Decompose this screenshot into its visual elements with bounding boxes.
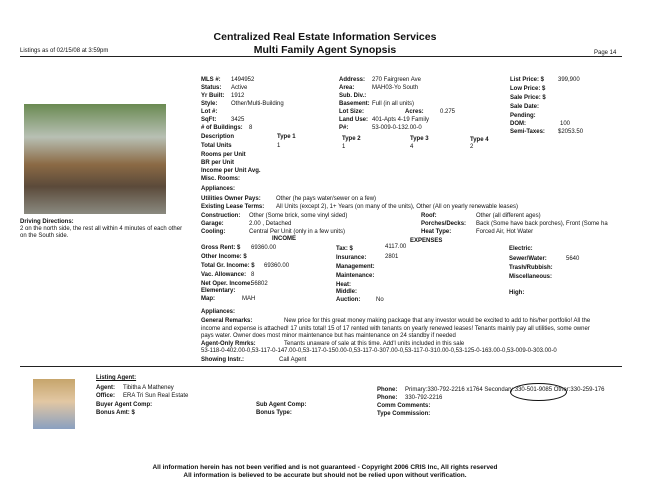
auction-value: No xyxy=(376,297,384,303)
sqft-value: 3425 xyxy=(231,117,245,123)
total-gross-income-value: 69360.00 xyxy=(264,263,290,269)
listing-agent-heading: Listing Agent: xyxy=(96,375,137,381)
heat-type-label: Heat Type: xyxy=(421,229,452,235)
income-per-unit-label: Income per Unit Avg. xyxy=(201,168,261,174)
units-description-label: Description xyxy=(201,134,235,140)
phone-2-label: Phone: xyxy=(377,395,398,401)
roof-value: Other (all different ages) xyxy=(476,213,541,219)
maintenance-label: Maintenance: xyxy=(336,273,375,279)
high-school-label: High: xyxy=(509,290,525,296)
dom-label: DOM: xyxy=(510,121,526,127)
parcel-label: P#: xyxy=(339,125,349,131)
map-value: MAH xyxy=(242,296,256,302)
miscellaneous-label: Miscellaneous: xyxy=(509,274,553,280)
total-gross-income-label: Total Gr. Income: $ xyxy=(201,263,255,269)
vac-allowance-label: Vac. Allowance: xyxy=(201,272,247,278)
acres-label: Acres: xyxy=(405,109,424,115)
showing-instr-value: Call Agent xyxy=(279,357,307,363)
land-use-label: Land Use: xyxy=(339,117,369,123)
electric-label: Electric: xyxy=(509,246,533,252)
agent-only-remarks-label: Agent-Only Rmrks: xyxy=(201,341,256,347)
unit-count-3: 4 xyxy=(410,144,414,150)
agent-label: Agent: xyxy=(96,385,115,391)
general-remarks-line-3: pays water. Owner does most minor maintenance but has maintenance on 24 standby if needed xyxy=(201,333,456,339)
sqft-label: SqFt: xyxy=(201,117,217,123)
sub-agent-comp-label: Sub Agent Comp: xyxy=(256,402,307,408)
buildings-value: 8 xyxy=(249,125,253,131)
middle-label: Middle: xyxy=(336,289,357,295)
agent-section-rule xyxy=(20,366,622,367)
construction-label: Construction: xyxy=(201,213,241,219)
net-oper-income-label: Net Oper. Income: xyxy=(201,281,253,287)
phone-2-value: 330-792-2216 xyxy=(405,395,443,401)
area-value: MAH03-Yo South xyxy=(372,85,419,91)
list-price-value: 399,900 xyxy=(558,77,580,83)
semi-taxes-label: Semi-Taxes: xyxy=(510,129,545,135)
auction-label: Auction: xyxy=(336,297,361,303)
sewer-water-label: Sewer/Water: xyxy=(509,256,547,262)
trash-label: Trash/Rubbish: xyxy=(509,265,553,271)
yr-built-value: 1912 xyxy=(231,93,245,99)
map-label: Map: xyxy=(201,296,215,302)
total-units-label: Total Units xyxy=(201,143,232,149)
footer-disclaimer-1: All information herein has not been verified and is not guaranteed - Copyright 2006 CRIS Inc, All rights reserved xyxy=(152,464,498,471)
porches-value: Back (Some have back porches), Front (Some ha xyxy=(476,221,608,227)
heat-type-value: Forced Air, Hot Water xyxy=(476,229,534,235)
general-remarks-label: General Remarks: xyxy=(201,318,253,324)
dom-value: 100 xyxy=(560,121,571,127)
basement-label: Basement: xyxy=(339,101,370,107)
acres-value: 0.275 xyxy=(440,109,456,115)
lease-terms-value: All Units (except 2), 1+ Years (on many of the units), Other (All on yearly renewable leases) xyxy=(276,204,518,210)
secondary-phone-circle xyxy=(510,383,567,401)
unit-type-2: Type 2 xyxy=(342,136,361,142)
other-income-label: Other Income: $ xyxy=(201,254,247,260)
agent-name: Tibitha A Matheney xyxy=(123,385,174,391)
roof-label: Roof: xyxy=(421,213,437,219)
mls-label: MLS #: xyxy=(201,77,221,83)
garage-value: 2.00 , Detached xyxy=(249,221,292,227)
gross-rent-label: Gross Rent: $ xyxy=(201,245,241,251)
address-label: Address: xyxy=(339,77,366,83)
driving-directions-text-1: 2 on the north side, the rest all within 4 minutes of each other xyxy=(20,226,183,232)
lot-size-label: Lot Size: xyxy=(339,109,364,115)
elementary-label: Elementary: xyxy=(201,288,236,294)
semi-taxes-value: $2053.50 xyxy=(558,129,584,135)
property-photo xyxy=(24,104,166,214)
address-value: 270 Fairgreen Ave xyxy=(372,77,421,83)
expenses-heading: EXPENSES xyxy=(410,238,443,244)
general-remarks-line-1: New price for this great money making package that any investor would be excited to add to his/her portfolio! All the xyxy=(284,318,591,324)
sale-date-label: Sale Date: xyxy=(510,104,540,110)
income-heading: INCOME xyxy=(272,236,296,242)
area-label: Area: xyxy=(339,85,355,91)
driving-directions-text-2: on the South side. xyxy=(20,233,69,239)
insurance-label: Insurance: xyxy=(336,255,367,261)
bonus-type-label: Bonus Type: xyxy=(256,410,292,416)
agent-only-remarks-line-2: 53-118-0-402.00-0,53-117-0-147.00-0,53-117-0-150.00-0,53-117-0-307.00-0,53-117-0-310.00-0,53-125-0-163.00-0,53-009-0-303.00-0 xyxy=(201,348,557,354)
appliances-label: Appliances: xyxy=(201,186,236,192)
buyer-agent-comp-label: Buyer Agent Comp: xyxy=(96,402,153,408)
report-subtitle: Multi Family Agent Synopsis xyxy=(253,44,397,56)
footer-disclaimer-2: All information is believed to be accurate but should not be relied upon without verification. xyxy=(183,472,467,479)
pending-label: Pending: xyxy=(510,113,536,119)
showing-instr-label: Showing Instr.: xyxy=(201,357,244,363)
unit-type-1: Type 1 xyxy=(277,134,296,140)
basement-value: Full (in all units) xyxy=(372,101,415,107)
list-price-label: List Price: $ xyxy=(510,77,545,83)
heat-label: Heat: xyxy=(336,282,352,288)
unit-count-2: 1 xyxy=(342,144,346,150)
sewer-water-value: 5640 xyxy=(566,256,580,262)
listings-as-of: Listings as of 02/15/08 at 3:59pm xyxy=(20,48,109,54)
misc-rooms-label: Misc. Rooms: xyxy=(201,176,241,182)
rooms-per-unit-label: Rooms per Unit xyxy=(201,152,246,158)
office-label: Office: xyxy=(96,393,116,399)
tax-label: Tax: $ xyxy=(336,246,353,252)
office-name: ERA Tri Sun Real Estate xyxy=(123,393,189,399)
lease-terms-label: Existing Lease Terms: xyxy=(201,204,265,210)
type-commission-label: Type Commission: xyxy=(377,411,431,417)
garage-label: Garage: xyxy=(201,221,224,227)
construction-value: Other (Some brick, some vinyl sided) xyxy=(249,213,348,219)
header-rule xyxy=(20,56,622,57)
style-label: Style: xyxy=(201,101,218,107)
porches-label: Porches/Decks: xyxy=(421,221,467,227)
status-label: Status: xyxy=(201,85,222,91)
general-remarks-line-2: income and expense is attached! 17 units total! 15 of 17 rented with tenants on yearly renewed leases! Tenants mainly pay all utilities, some owner xyxy=(201,326,590,332)
insurance-value: 2801 xyxy=(385,254,399,260)
vac-allowance-value: 8 xyxy=(251,272,255,278)
report-title: Centralized Real Estate Information Services xyxy=(213,31,437,43)
buildings-label: # of Buildings: xyxy=(201,125,243,131)
page-number: Page 14 xyxy=(594,50,617,56)
utilities-owner-pays-value: Other (he pays water/sewer on a few) xyxy=(276,196,377,202)
tax-value: 4117.00 xyxy=(385,244,407,250)
phone-1-label: Phone: xyxy=(377,387,398,393)
cooling-label: Cooling: xyxy=(201,229,226,235)
unit-count-4: 2 xyxy=(470,144,474,150)
parcel-value: 53-009-0-132.00-0 xyxy=(372,125,422,131)
management-label: Management: xyxy=(336,264,375,270)
yr-built-label: Yr Built: xyxy=(201,93,225,99)
phone-1-value: Primary:330-792-2216 x1764 Secondary:330-501-9085 Other:330-259-176 xyxy=(405,387,605,393)
low-price-label: Low Price: $ xyxy=(510,86,546,92)
gross-rent-value: 69360.00 xyxy=(251,245,277,251)
comm-comments-label: Comm Comments: xyxy=(377,403,431,409)
mls-value: 1494952 xyxy=(231,77,255,83)
utilities-owner-pays-label: Utilities Owner Pays: xyxy=(201,196,261,202)
appliances-remarks-label: Appliances: xyxy=(201,309,236,315)
status-value: Active xyxy=(231,85,248,91)
lot-label: Lot #: xyxy=(201,109,218,115)
cooling-value: Central Per Unit (only in a few units) xyxy=(249,229,346,235)
agent-photo xyxy=(33,379,75,429)
subdiv-label: Sub. Div.: xyxy=(339,93,367,99)
sale-price-label: Sale Price: $ xyxy=(510,95,546,101)
style-value: Other/Multi-Building xyxy=(231,101,284,107)
br-per-unit-label: BR per Unit xyxy=(201,160,234,166)
net-oper-income-value: 56802 xyxy=(251,281,268,287)
agent-only-remarks-line-1: Tenants unaware of sale at this time. Add'l units included in this sale xyxy=(284,341,465,347)
unit-count-1: 1 xyxy=(277,143,281,149)
unit-type-4: Type 4 xyxy=(470,137,489,143)
driving-directions-label: Driving Directions: xyxy=(20,219,74,225)
unit-type-3: Type 3 xyxy=(410,136,429,142)
bonus-amt-label: Bonus Amt: $ xyxy=(96,410,135,416)
land-use-value: 401-Apts 4-19 Family xyxy=(372,117,430,123)
